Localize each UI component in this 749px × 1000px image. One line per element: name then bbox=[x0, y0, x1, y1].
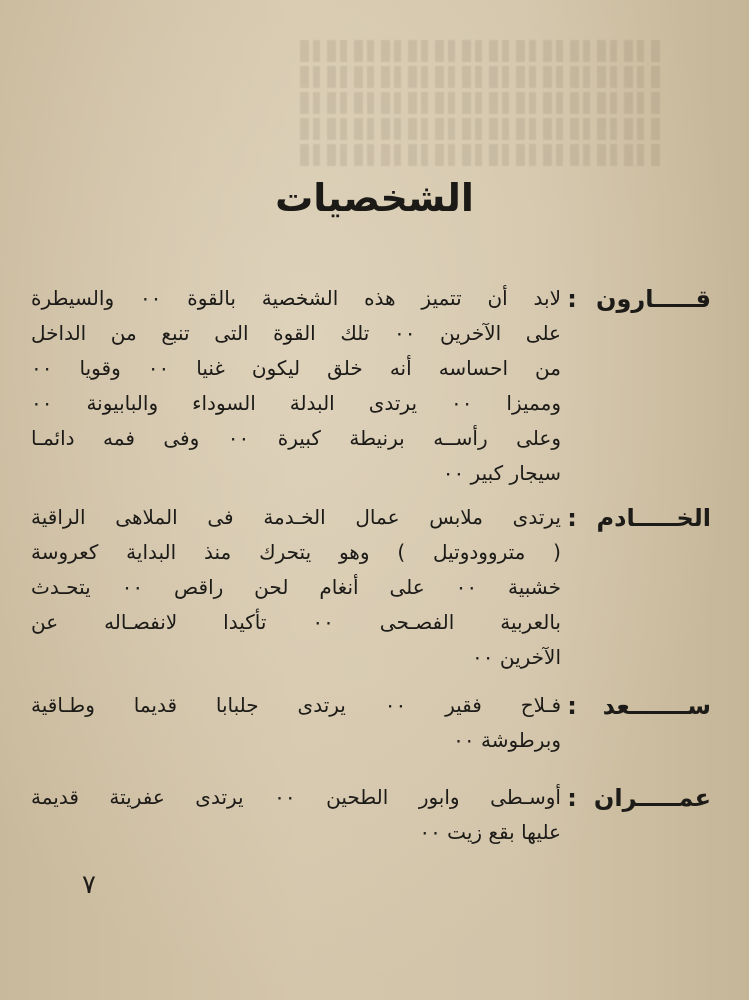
description-line: وبرطوشة ٠٠ bbox=[453, 728, 561, 752]
description-line: عليها بقع زيت ٠٠ bbox=[419, 820, 561, 844]
character-name: قـــــارون bbox=[596, 285, 711, 313]
description-line: خشبية ٠٠ على أنغام لحن راقص ٠٠ يتحـدث bbox=[31, 575, 561, 599]
character-description bbox=[31, 688, 561, 758]
character-description bbox=[31, 780, 561, 850]
description-line: ( متروودوتيل ) وهو يتحرك منذ البداية كعروسة bbox=[31, 540, 561, 564]
character-description bbox=[31, 281, 561, 491]
description-line: لابد أن تتميز هذه الشخصية بالقوة ٠٠ والسيطرة bbox=[31, 286, 561, 310]
character-entry-servant bbox=[31, 500, 711, 675]
colon-separator: : bbox=[567, 692, 577, 720]
description-line: وعلى رأســه برنيطة كبيرة ٠٠ وفى فمه دائمـا bbox=[31, 426, 561, 450]
character-entry-saad bbox=[31, 688, 711, 758]
description-line: يرتدى ملابس عمال الخـدمة فى الملاهى الراقية bbox=[31, 505, 561, 529]
page-title: الشخصيات bbox=[275, 176, 474, 220]
bleed-through-text bbox=[300, 40, 660, 190]
description-line: بالعربية الفصـحى ٠٠ تأكيدا لانفصـاله عن bbox=[31, 610, 561, 634]
description-line: فـلاح فقير ٠٠ يرتدى جلبابا قديما وطـاقية bbox=[31, 693, 562, 717]
character-entry-omran bbox=[31, 780, 711, 850]
character-entry-qarun bbox=[31, 281, 711, 491]
description-line: أوسـطى وابور الطحين ٠٠ يرتدى عفريتة قديمة bbox=[31, 785, 561, 809]
colon-separator: : bbox=[567, 285, 577, 313]
character-name: الخـــــادم bbox=[596, 504, 711, 532]
character-name: ســـــــعد bbox=[602, 692, 711, 720]
description-line: على الآخرين ٠٠ تلك القوة التى تنبع من الداخل bbox=[31, 321, 561, 345]
character-description bbox=[31, 500, 561, 675]
colon-separator: : bbox=[567, 784, 577, 812]
colon-separator: : bbox=[567, 504, 577, 532]
description-line: الآخرين ٠٠ bbox=[472, 645, 561, 669]
description-line: ومميزا ٠٠ يرتدى البدلة السوداء والبابيونة ٠٠ bbox=[31, 391, 561, 415]
description-line: سيجار كبير ٠٠ bbox=[442, 461, 561, 485]
description-line: من احساسه أنه خلق ليكون غنيا ٠٠ وقويا ٠٠ bbox=[31, 356, 561, 380]
page-number: ٧ bbox=[82, 870, 96, 900]
character-name: عمـــــران bbox=[593, 784, 711, 812]
